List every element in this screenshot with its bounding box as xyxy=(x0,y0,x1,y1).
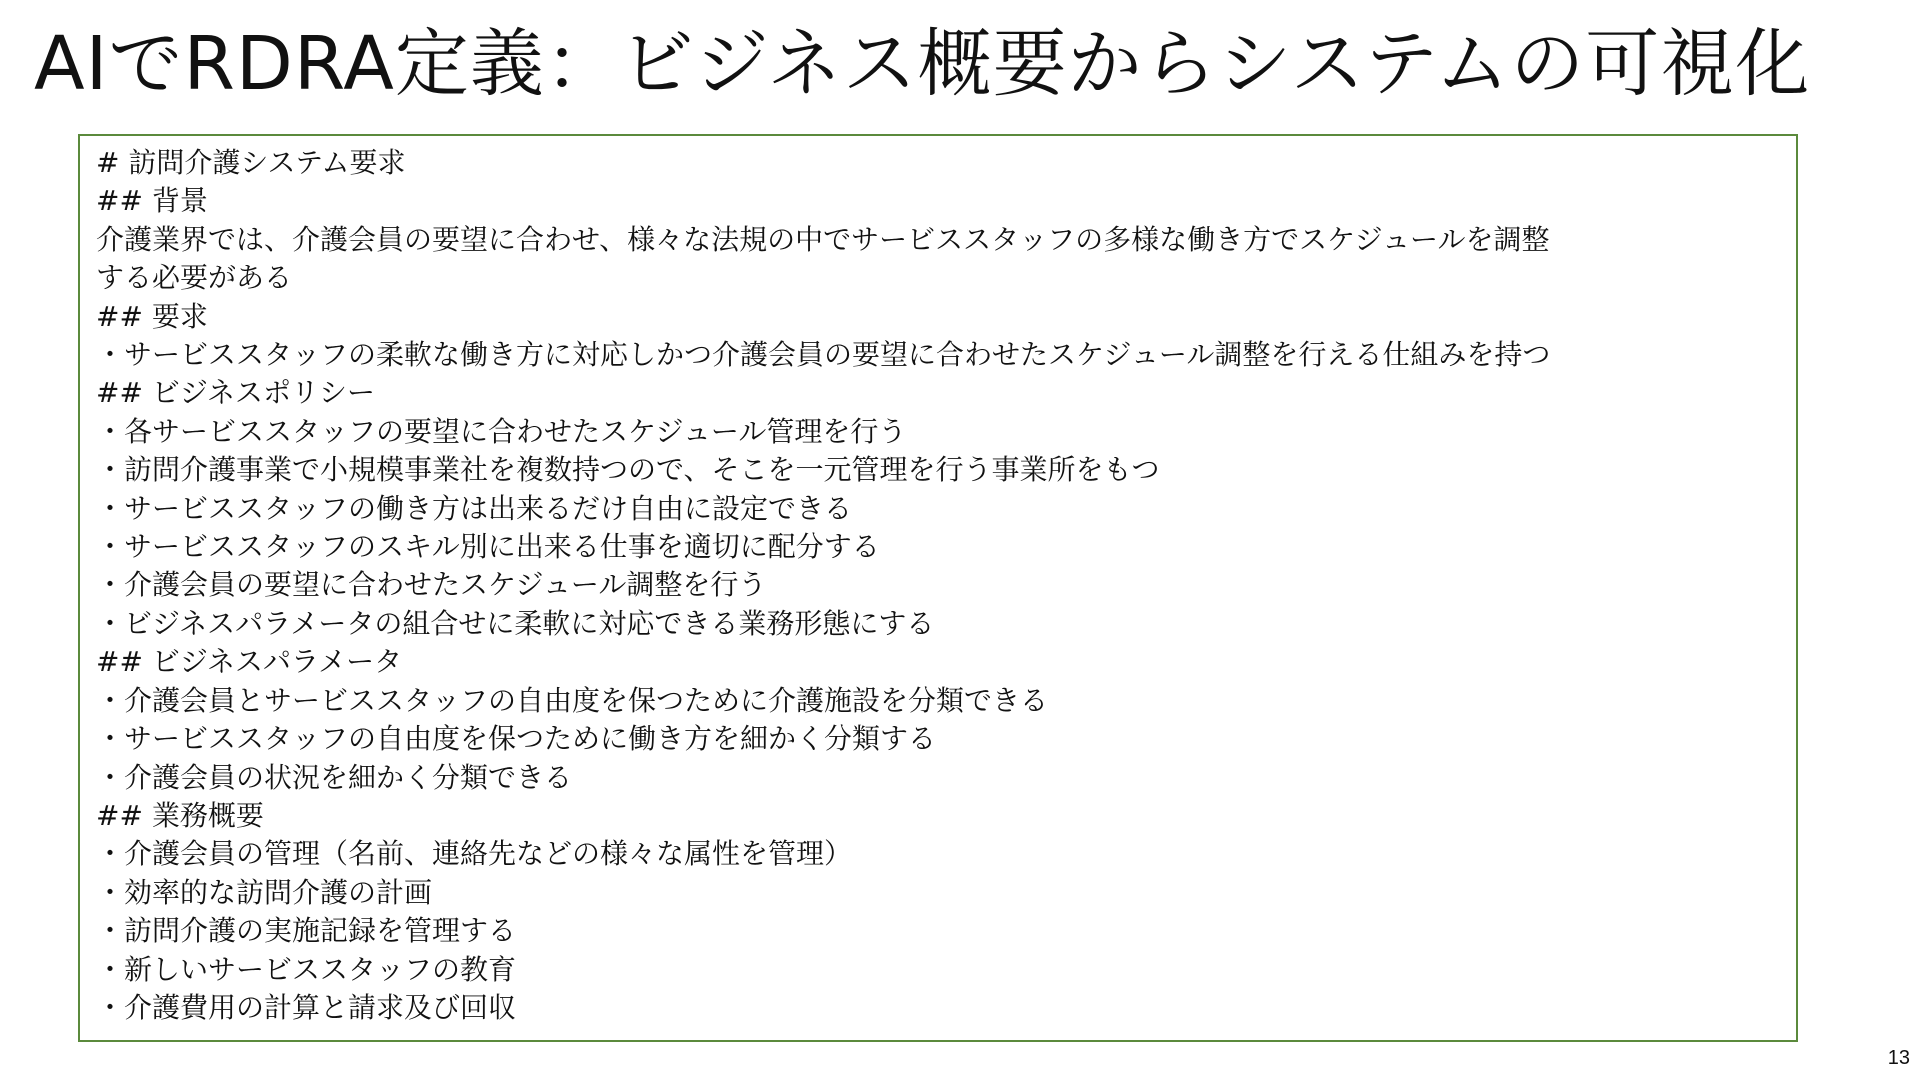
heading-business-parameters: ## ビジネスパラメータ xyxy=(96,645,403,679)
parameter-item: ・介護会員とサービススタッフの自由度を保つために介護施設を分類できる xyxy=(96,683,1049,717)
heading-business-policy: ## ビジネスポリシー xyxy=(96,376,375,410)
heading-business-overview: ## 業務概要 xyxy=(96,798,264,832)
overview-item: ・介護費用の計算と請求及び回収 xyxy=(96,990,517,1024)
page-number: 13 xyxy=(1887,1047,1910,1069)
parameter-item: ・サービススタッフの自由度を保つために働き方を細かく分類する xyxy=(96,722,937,756)
overview-item: ・訪問介護の実施記録を管理する xyxy=(96,914,517,948)
policy-item: ・サービススタッフのスキル別に出来る仕事を適切に配分する xyxy=(96,530,880,564)
policy-item: ・訪問介護事業で小規模事業社を複数持つので、そこを一元管理を行う事業所をもつ xyxy=(96,453,1160,487)
policy-item: ・ビジネスパラメータの組合せに柔軟に対応できる業務形態にする xyxy=(96,606,935,640)
policy-item: ・介護会員の要望に合わせたスケジュール調整を行う xyxy=(96,568,767,602)
overview-item: ・介護会員の管理（名前、連絡先などの様々な属性を管理） xyxy=(96,837,853,871)
policy-item: ・サービススタッフの働き方は出来るだけ自由に設定できる xyxy=(96,491,853,525)
background-text-line-2: する必要がある xyxy=(96,261,293,295)
slide-title: AIでRDRA定義：ビジネス概要からシステムの可視化 xyxy=(34,21,1811,107)
background-text-line-1: 介護業界では、介護会員の要望に合わせ、様々な法規の中でサービススタッフの多様な働き方でスケジュールを調整 xyxy=(96,222,1550,256)
requirement-item: ・サービススタッフの柔軟な働き方に対応しかつ介護会員の要望に合わせたスケジュール調整を行える仕組みを持つ xyxy=(96,338,1551,372)
parameter-item: ・介護会員の状況を細かく分類できる xyxy=(96,760,573,794)
overview-item: ・新しいサービススタッフの教育 xyxy=(96,952,517,986)
heading-requirements: ## 要求 xyxy=(96,299,208,333)
policy-item: ・各サービススタッフの要望に合わせたスケジュール管理を行う xyxy=(96,414,907,448)
heading-system-requirements: # 訪問介護システム要求 xyxy=(96,146,406,179)
heading-background: ## 背景 xyxy=(96,184,208,218)
requirements-text-box xyxy=(78,134,1798,1042)
overview-item: ・効率的な訪問介護の計画 xyxy=(96,875,433,909)
